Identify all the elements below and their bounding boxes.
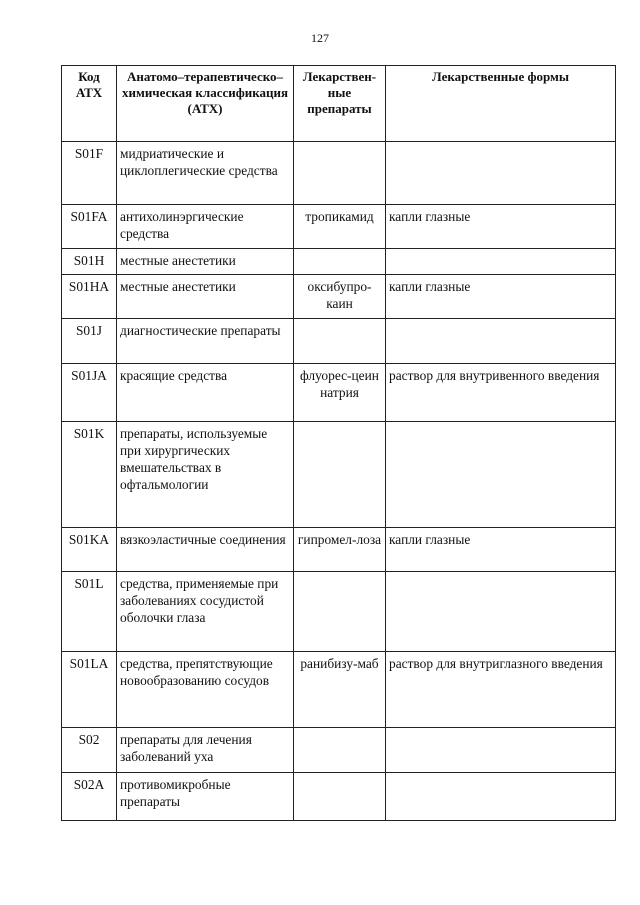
drug-name-cell: флуорес-цеин натрия bbox=[294, 364, 386, 422]
atx-code-cell: S02A bbox=[62, 773, 117, 821]
table-row bbox=[62, 142, 616, 205]
classification-name-cell: средства, применяемые при заболеваниях сосудистой оболочки глаза bbox=[117, 572, 294, 652]
atx-code-cell: S01F bbox=[62, 142, 117, 205]
dosage-form-cell: капли глазные bbox=[386, 275, 616, 319]
drug-name-cell bbox=[294, 422, 386, 528]
dosage-form-cell bbox=[386, 422, 616, 528]
atx-code-cell: S01H bbox=[62, 249, 117, 275]
dosage-form-cell: раствор для внутриглазного введения bbox=[386, 652, 616, 728]
atx-code-cell: S02 bbox=[62, 728, 117, 773]
classification-name-cell: местные анестетики bbox=[117, 275, 294, 319]
drug-name-cell: оксибупро-каин bbox=[294, 275, 386, 319]
table-row bbox=[62, 528, 616, 572]
dosage-form-cell bbox=[386, 319, 616, 364]
classification-name-cell: противомикробные препараты bbox=[117, 773, 294, 821]
atx-code-cell: S01FA bbox=[62, 205, 117, 249]
table-row bbox=[62, 422, 616, 528]
classification-name-cell: препараты, используемые при хирургических вмешательствах в офтальмологии bbox=[117, 422, 294, 528]
drug-name-cell bbox=[294, 773, 386, 821]
drug-name-cell: гипромел-лоза bbox=[294, 528, 386, 572]
header-forms: Лекарственные формы bbox=[386, 66, 616, 142]
drug-name-cell bbox=[294, 142, 386, 205]
atx-code-cell: S01LA bbox=[62, 652, 117, 728]
classification-name-cell: средства, препятствующие новообразованию сосудов bbox=[117, 652, 294, 728]
classification-name-cell: местные анестетики bbox=[117, 249, 294, 275]
dosage-form-cell: раствор для внутривенного введения bbox=[386, 364, 616, 422]
dosage-form-cell bbox=[386, 728, 616, 773]
table-row bbox=[62, 652, 616, 728]
drug-name-cell bbox=[294, 249, 386, 275]
atx-code-cell: S01J bbox=[62, 319, 117, 364]
table-row bbox=[62, 728, 616, 773]
page-number: 127 bbox=[311, 31, 329, 45]
dosage-form-cell bbox=[386, 572, 616, 652]
table-row bbox=[62, 572, 616, 652]
drug-name-cell: тропикамид bbox=[294, 205, 386, 249]
dosage-form-cell: капли глазные bbox=[386, 528, 616, 572]
header-classification: Анатомо–терапевтическо–химическая классификация (АТХ) bbox=[117, 66, 294, 142]
atx-table bbox=[61, 65, 616, 821]
classification-name-cell: диагностические препараты bbox=[117, 319, 294, 364]
classification-name-cell: препараты для лечения заболеваний уха bbox=[117, 728, 294, 773]
table-row bbox=[62, 319, 616, 364]
dosage-form-cell bbox=[386, 249, 616, 275]
table-row bbox=[62, 249, 616, 275]
dosage-form-cell bbox=[386, 773, 616, 821]
header-drugs: Лекарствен-ные препараты bbox=[294, 66, 386, 142]
classification-name-cell: красящие средства bbox=[117, 364, 294, 422]
header-code: Код АТХ bbox=[62, 66, 117, 142]
classification-name-cell: антихолинэргические средства bbox=[117, 205, 294, 249]
table-row bbox=[62, 773, 616, 821]
atx-code-cell: S01JA bbox=[62, 364, 117, 422]
atx-code-cell: S01KA bbox=[62, 528, 117, 572]
drug-name-cell bbox=[294, 728, 386, 773]
table-row bbox=[62, 275, 616, 319]
classification-name-cell: вязкоэластичные соединения bbox=[117, 528, 294, 572]
drug-name-cell bbox=[294, 319, 386, 364]
atx-code-cell: S01K bbox=[62, 422, 117, 528]
atx-code-cell: S01HA bbox=[62, 275, 117, 319]
drug-name-cell bbox=[294, 572, 386, 652]
table-row bbox=[62, 364, 616, 422]
header-row bbox=[62, 66, 616, 142]
classification-name-cell: мидриатические и циклоплегические средства bbox=[117, 142, 294, 205]
atx-code-cell: S01L bbox=[62, 572, 117, 652]
drug-name-cell: ранибизу-маб bbox=[294, 652, 386, 728]
dosage-form-cell: капли глазные bbox=[386, 205, 616, 249]
dosage-form-cell bbox=[386, 142, 616, 205]
table-row bbox=[62, 205, 616, 249]
